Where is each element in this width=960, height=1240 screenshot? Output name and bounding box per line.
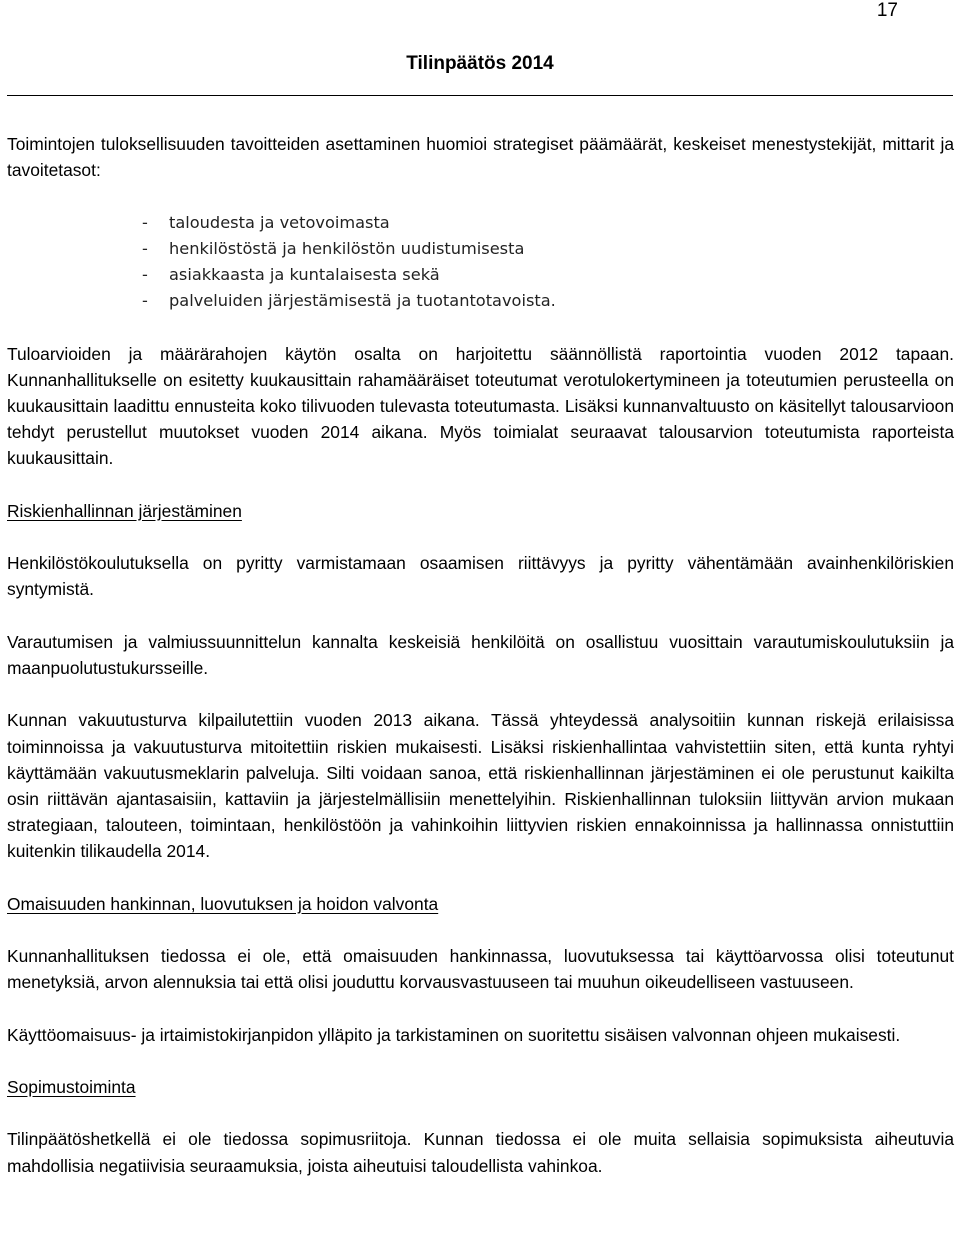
contracts-heading xyxy=(7,1074,954,1100)
dash-marker: - xyxy=(142,238,148,258)
page-number: 17 xyxy=(876,0,898,21)
list-item-text: taloudesta ja vetovoimasta xyxy=(169,212,390,232)
section-heading: Riskienhallinnan järjestäminen xyxy=(7,500,242,521)
list-item xyxy=(142,210,954,236)
list-item-text: palveluiden järjestämisestä ja tuotantotavoista. xyxy=(169,291,556,311)
page-title: Tilinpäätös 2014 xyxy=(406,53,554,74)
asset-paragraph-losses: Kunnanhallituksen tiedossa ei ole, että omaisuuden hankinnassa, luovutuksessa tai käyttöarvossa olisi toteutunut menetyksiä, arvon alennuksia tai että olisi jouduttu korvausvastuuseen tai muuhun oikeudelliseen vastuuseen. xyxy=(7,946,954,993)
risk-management-heading xyxy=(7,498,954,524)
asset-control-heading xyxy=(7,891,954,917)
objectives-list xyxy=(7,210,954,315)
dash-marker: - xyxy=(142,264,148,284)
section-heading: Sopimustoiminta xyxy=(7,1077,136,1098)
list-item xyxy=(142,288,954,314)
asset-paragraph-bookkeeping: Käyttöomaisuus- ja irtaimistokirjanpidon ylläpito ja tarkistaminen on suoritettu sisäisen valvonnan ohjeen mukaisesti. xyxy=(7,1024,901,1045)
title-divider xyxy=(7,95,953,96)
document-body xyxy=(7,131,954,1179)
list-item-text: asiakkaasta ja kuntalaisesta sekä xyxy=(169,264,440,284)
list-item xyxy=(142,236,954,262)
intro-paragraph: Toimintojen tuloksellisuuden tavoitteiden asettaminen huomioi strategiset päämäärät, keskeiset menestystekijät, mittarit ja tavoitetasot: xyxy=(7,134,954,181)
section-heading: Omaisuuden hankinnan, luovutuksen ja hoidon valvonta xyxy=(7,893,439,914)
list-item-text: henkilöstöstä ja henkilöstön uudistumisesta xyxy=(169,238,525,258)
risk-paragraph-insurance: Kunnan vakuutusturva kilpailutettiin vuoden 2013 aikana. Tässä yhteydessä analysoitiin kunnan riskejä erilaisissa toiminnoissa ja vakuutusturva mitoitettiin riskien mukaisesti. Lisäksi riskienhallintaa vahvistettiin siten, että kunta ryhtyi käyttämään vakuutusmeklarin palveluja. Silti voidaan sanoa, että riskienhallinnan järjestäminen ei ole perustunut kaikilta osin riittävän ajantasaisiin, kattaviin ja järjestelmällisiin menettelyihin. Riskienhallinnan tuloksiin liittyvän arvion mukaan strategiaan, talouteen, toimintaan, henkilöstöön ja vahinkoihin liittyvien riskien ennakoinnissa ja hallinnassa onnistuttiin kuitenkin tilikaudella 2014. xyxy=(7,710,954,862)
risk-paragraph-training: Henkilöstökoulutuksella on pyritty varmistamaan osaamisen riittävyys ja pyritty vähentämään avainhenkilöriskien syntymistä. xyxy=(7,553,954,600)
contracts-paragraph: Tilinpäätöshetkellä ei ole tiedossa sopimusriitoja. Kunnan tiedossa ei ole muita sellaisia sopimuksista aiheutuvia mahdollisia negatiivisia seuraamuksia, joista aiheutuisi taloudellista vahinkoa. xyxy=(7,1129,954,1176)
risk-paragraph-preparedness: Varautumisen ja valmiussuunnittelun kannalta keskeisiä henkilöitä on osallistuu vuosittain varautumiskoulutuksiin ja maanpuolutustukursseille. xyxy=(7,631,954,678)
list-item xyxy=(142,262,954,288)
dash-marker: - xyxy=(142,291,148,311)
reporting-paragraph: Tuloarvioiden ja määrärahojen käytön osalta on harjoitettu säännöllistä raportointia vuoden 2012 tapaan. Kunnanhallitukselle on esitetty kuukausittain rahamääräiset toteutumat verotulokertymineen ja toteutumien perusteella on kuukausittain laadittu ennusteita koko tilivuoden tulevasta toteutumasta. Lisäksi kunnanvaltuusto on käsitellyt talousarvioon tehdyt perustellut muutokset vuoden 2014 aikana. Myös toimialat seuraavat talousarvion toteutumista raporteista kuukausittain. xyxy=(7,343,954,469)
dash-marker: - xyxy=(142,212,148,232)
